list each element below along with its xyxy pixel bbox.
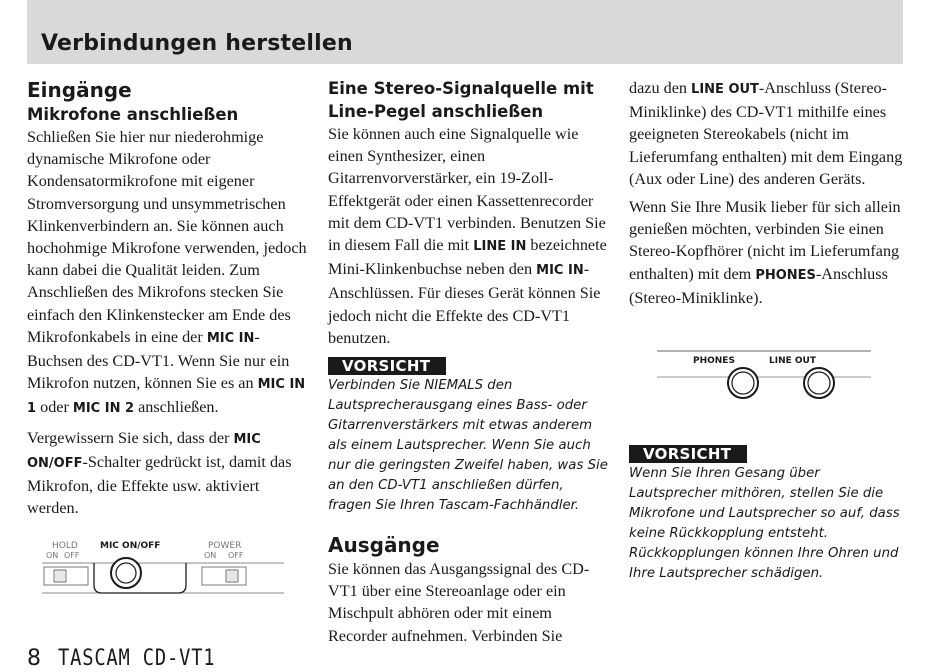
power-slider-knob [226, 570, 238, 582]
paragraph-line-out: dazu den LINE OUT-Anschluss (Stereo-Miniklinke) des CD-VT1 mithilfe eines geeigneten Stereokabels (nicht im Lieferumfang enthalten) mit dem Eingang (Aux oder Line) des anderen Geräts. [629, 79, 903, 188]
subsection-title-line-source: Eine Stereo-Signalquelle mit Line-Pegel anschließen [328, 79, 594, 121]
paragraph-outputs: Sie können das Ausgangssignal des CD-VT1 über eine Stereoanlage oder ein Mischpult abhören oder mit einem Recorder aufnehmen. Verbinden Sie [328, 560, 590, 645]
hold-on-label: ON [46, 551, 59, 560]
section-title-outputs: Ausgänge [328, 533, 440, 558]
power-off-label: OFF [228, 551, 244, 560]
line-out-jack-label: LINE OUT [769, 356, 816, 366]
switch-panel-figure [40, 537, 286, 599]
paragraph-line-in: Sie können auch eine Signalquelle wie einen Synthesizer, einen Gitarrenvorverstärker, ein 19-Zoll-Effektgerät oder einen Kassettenrecorder mit dem CD-VT1 verbinden. Benutzen Sie in diesem Fall die mit LINE IN bezeichnete Mini-Klinkenbuchse neben den MIC IN-Anschlüssen. Für dieses Gerät können Sie jedoch nicht die Effekte des CD-VT1 benutzen. [328, 125, 607, 347]
mic-on-off-label: MIC ON/OFF [100, 541, 161, 551]
keyword-mic-in-2: MIC IN 2 [72, 401, 135, 417]
caution-badge: VORSICHT [629, 445, 747, 463]
phones-jack-label: PHONES [693, 356, 735, 366]
subsection-title-microphones: Mikrofone anschließen [27, 105, 239, 124]
power-on-label: ON [204, 551, 217, 560]
caution-text: Wenn Sie Ihren Gesang über Lautsprecher mithören, stellen Sie die Mikrofone und Lautsprecher so auf, dass keine Rückkopplung entsteht. Rückkopplungen können Ihre Ohren und Ihre Lautsprecher schädigen. [629, 466, 900, 581]
power-slider [202, 567, 246, 585]
column-1 [27, 77, 309, 519]
keyword-line-in: LINE IN [473, 239, 527, 255]
keyword-phones: PHONES [755, 267, 816, 283]
paragraph-mic-connect: Schließen Sie hier nur niederohmige dynamische Mikrofone oder Kondensatormikrofone mit eigener Stromversorgung und unsymmetrischen Klinkenverbindern an. Sie können auch hochohmige Mikrofone verwenden, jedoch kann dabei die Qualität leiden. Zum Anschließen des Mikrofons stecken Sie einfach den Klinkenstecker am Ende des Mikrofonkabels in eine der MIC IN-Buchsen des CD-VT1. Wenn Sie nur ein Mikrofon nutzen, können Sie es an MIC IN 1 oder MIC IN 2 anschließen. [27, 128, 307, 417]
keyword-line-out: LINE OUT [691, 82, 759, 97]
caution-block-1 [328, 357, 610, 516]
caution-text: Verbinden Sie NIEMALS den Lautsprecherausgang eines Bass- oder Gitarrenverstärkers mit etwas anderem als einem Lautsprecher. Wenn Sie auch nur die geringsten Zweifel haben, was Sie an den CD-VT1 anschließen dürfen, fragen Sie Ihren Tascam-Fachhändler. [328, 378, 608, 514]
jack-panel-figure [655, 347, 873, 403]
keyword-mic-in: MIC IN [206, 330, 255, 346]
power-label: POWER [208, 541, 242, 551]
page-title: Verbindungen herstellen [41, 31, 353, 56]
tascam-logo: TASCAM CD-VT1 [58, 646, 216, 671]
section-title-inputs: Eingänge [27, 78, 132, 102]
column-3 [629, 77, 911, 309]
hold-label: HOLD [52, 541, 78, 551]
paragraph-phones: Wenn Sie Ihre Musik lieber für sich allein genießen möchten, verbinden Sie einen Stereo-Kopfhörer (nicht im Lieferumfang enthalten) mit dem PHONES-Anschluss (Stereo-Miniklinke). [629, 198, 901, 307]
column-2 [328, 77, 610, 647]
keyword-mic-in: MIC IN [536, 263, 584, 279]
keyword-mic-in-1: MIC IN 1 [27, 377, 306, 417]
page-header-band [27, 0, 903, 64]
paragraph-mic-switch: Vergewissern Sie sich, dass der MIC ON/OFF-Schalter gedrückt ist, damit das Mikrofon, die Effekte usw. aktiviert werden. [27, 428, 292, 518]
hold-slider-knob [54, 570, 66, 582]
keyword-mic-on-off: MIC ON/OFF [27, 431, 261, 471]
hold-off-label: OFF [64, 551, 80, 560]
page-number: 8 [27, 646, 41, 671]
caution-block-2 [629, 445, 911, 584]
caution-badge: VORSICHT [328, 357, 446, 375]
